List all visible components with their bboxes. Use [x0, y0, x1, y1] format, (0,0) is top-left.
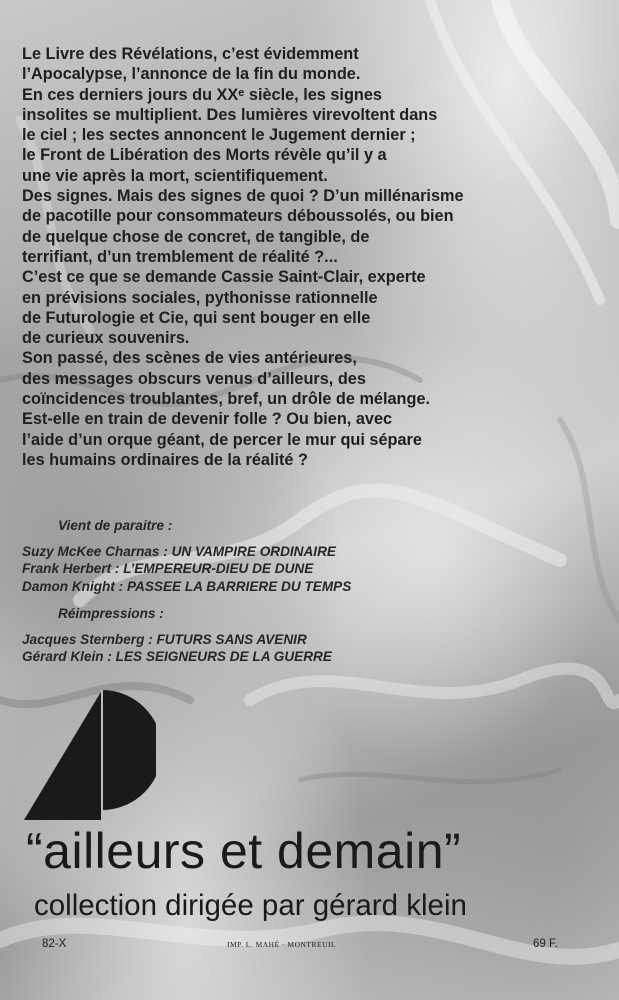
collection-title: “ailleurs et demain”: [26, 823, 462, 879]
blurb-line: coïncidences troublantes, bref, un drôle de mélange.: [22, 390, 431, 409]
catalog-code: 82-X: [42, 938, 67, 950]
blurb-line: l’aide d’un orque géant, de percer le mur qui sépare: [22, 430, 422, 449]
blurb-line: le ciel ; les sectes annoncent le Jugement dernier ;: [22, 126, 416, 145]
collection-subtitle: collection dirigée par gérard klein: [34, 889, 467, 922]
blurb-line: de pacotille pour consommateurs déboussolés, ou bien: [22, 207, 454, 226]
blurb-line: les humains ordinaires de la réalité ?: [22, 450, 308, 469]
printer-imprint: IMP. L. MAHÉ · MONTREUIL: [227, 940, 337, 949]
new-release-item: Frank Herbert : L’EMPEREUR-DIEU DE DUNE: [22, 561, 314, 576]
book-list: [22, 517, 582, 666]
price: 69 F.: [533, 938, 558, 950]
blurb-line: Des signes. Mais des signes de quoi ? D’un millénarisme: [22, 187, 464, 206]
blurb-line: Est-elle en train de devenir folle ? Ou bien, avec: [22, 410, 393, 429]
new-releases-heading: Vient de paraitre :: [58, 518, 173, 533]
blurb-line: En ces derniers jours du XXᵉ siècle, les signes: [22, 85, 382, 104]
blurb-line: terrifiant, d’un tremblement de réalité ?...: [22, 247, 338, 266]
reprints-group: [22, 605, 582, 666]
blurb-line: des messages obscurs venus d’ailleurs, des: [22, 369, 366, 388]
blurb-line: insolites se multiplient. Des lumières virevoltent dans: [22, 105, 438, 124]
new-release-item: Damon Knight : PASSEE LA BARRIERE DU TEMPS: [22, 578, 352, 594]
footer: [0, 936, 619, 956]
reprint-item: Jacques Sternberg : FUTURS SANS AVENIR: [22, 631, 307, 647]
blurb-line: C’est ce que se demande Cassie Saint-Clair, experte: [22, 268, 426, 287]
blurb-line: de Futurologie et Cie, qui sent bouger en elle: [22, 308, 371, 327]
blurb-line: en prévisions sociales, pythonisse rationnelle: [22, 288, 378, 307]
new-release-item: Suzy McKee Charnas : UN VAMPIRE ORDINAIRE: [22, 543, 336, 559]
blurb-text: [22, 44, 612, 470]
blurb-line: le Front de Libération des Morts révèle qu’il y a: [22, 146, 387, 165]
blurb-line: de quelque chose de concret, de tangible, de: [22, 227, 370, 246]
reprints-heading: Réimpressions :: [58, 606, 164, 621]
blurb-line: Le Livre des Révélations, c’est évidemment: [22, 45, 359, 63]
triangle-and-disc-logo-icon: [24, 686, 156, 824]
blurb-line: de curieux souvenirs.: [22, 329, 190, 348]
blurb-line: une vie après la mort, scientifiquement.: [22, 166, 328, 185]
blurb-line: l’Apocalypse, l’annonce de la fin du monde.: [22, 65, 361, 84]
reprint-item: Gérard Klein : LES SEIGNEURS DE LA GUERRE: [22, 649, 332, 664]
blurb-line: Son passé, des scènes de vies antérieures,: [22, 349, 357, 368]
